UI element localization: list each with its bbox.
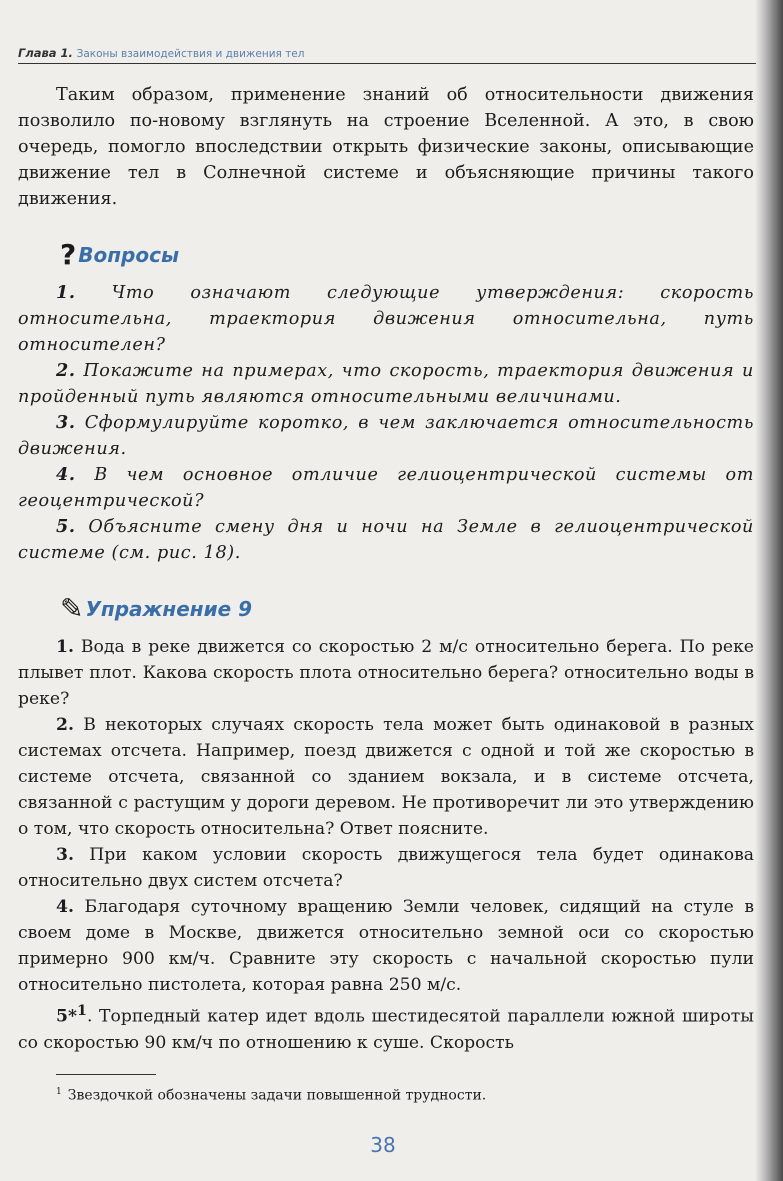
questions-title: Вопросы — [78, 243, 180, 267]
question-item: 2. Покажите на примерах, что скорость, траектория движения и пройденный путь являются относительными величинами. — [18, 360, 754, 407]
exercise-item: 3. При каком условии скорость движущегося тела будет одинакова относительно двух систем отсчета? — [18, 845, 754, 891]
footnote-text: Звездочкой обозначены задачи повышенной трудности. — [67, 1087, 487, 1104]
footnote — [56, 1083, 736, 1105]
page-binding-edge — [755, 0, 783, 1181]
chapter-title: Законы взаимодействия и движения тел — [76, 48, 305, 60]
question-mark-icon: ? — [60, 238, 77, 271]
question-item: 1. Что означают следующие утверждения: скорость относительна, траектория движения относительна, путь относителен? — [18, 282, 754, 355]
pencil-nib-icon: ✎ — [60, 592, 84, 625]
questions-list — [18, 280, 754, 566]
question-item: 5. Объясните смену дня и ночи на Земле в гелиоцентрической системе (см. рис. 18). — [18, 516, 754, 563]
exercise-list — [18, 634, 754, 1056]
chapter-label: Глава 1. — [18, 46, 73, 60]
exercise-item: 5*$^1$. Торпедный катер идет вдоль шестидесятой параллели южной широты со скоростью 90 км/ч по отношению к суше. Скорость — [18, 1003, 754, 1053]
exercise-title: Упражнение 9 — [85, 597, 253, 621]
intro-paragraph: Таким образом, применение знаний об относительности движения позволило по-новому взглянуть на строение Вселенной. А это, в свою очередь, помогло впоследствии открыть физические законы, описывающие движение тел в Солнечной системе и объясняющие причины такого движения. — [18, 85, 754, 209]
question-item: 4. В чем основное отличие гелиоцентрической системы от геоцентрической? — [18, 464, 754, 511]
exercise-item: 4. Благодаря суточному вращению Земли человек, сидящий на стуле в своем доме в Москве, движется относительно земной оси со скоростью примерно 900 км/ч. Сравните эту скорость с начальной скоростью пули относительно пистолета, которая равна 250 м/с. — [18, 897, 754, 995]
running-header — [18, 46, 756, 64]
page-number: 38 — [370, 1133, 396, 1157]
page-content — [18, 82, 754, 1056]
exercise-item: 1. Вода в реке движется со скоростью 2 м/с относительно берега. По реке плывет плот. Какова скорость плота относительно берега? относительно воды в реке? — [18, 637, 754, 709]
footnote-divider — [56, 1074, 156, 1075]
exercise-heading — [60, 592, 754, 625]
questions-heading — [60, 238, 754, 271]
exercise-item: 2. В некоторых случаях скорость тела может быть одинаковой в разных системах отсчета. Например, поезд движется с одной и той же скоростью в системе отсчета, связанной со зданием вокзала, и в системе отсчета, связанной с растущим у дороги деревом. Не противоречит ли это утверждению о том, что скорость относительна? Ответ поясните. — [18, 715, 754, 839]
question-item: 3. Сформулируйте коротко, в чем заключается относительность движения. — [18, 412, 754, 459]
footnote-marker: 1 — [56, 1087, 62, 1097]
